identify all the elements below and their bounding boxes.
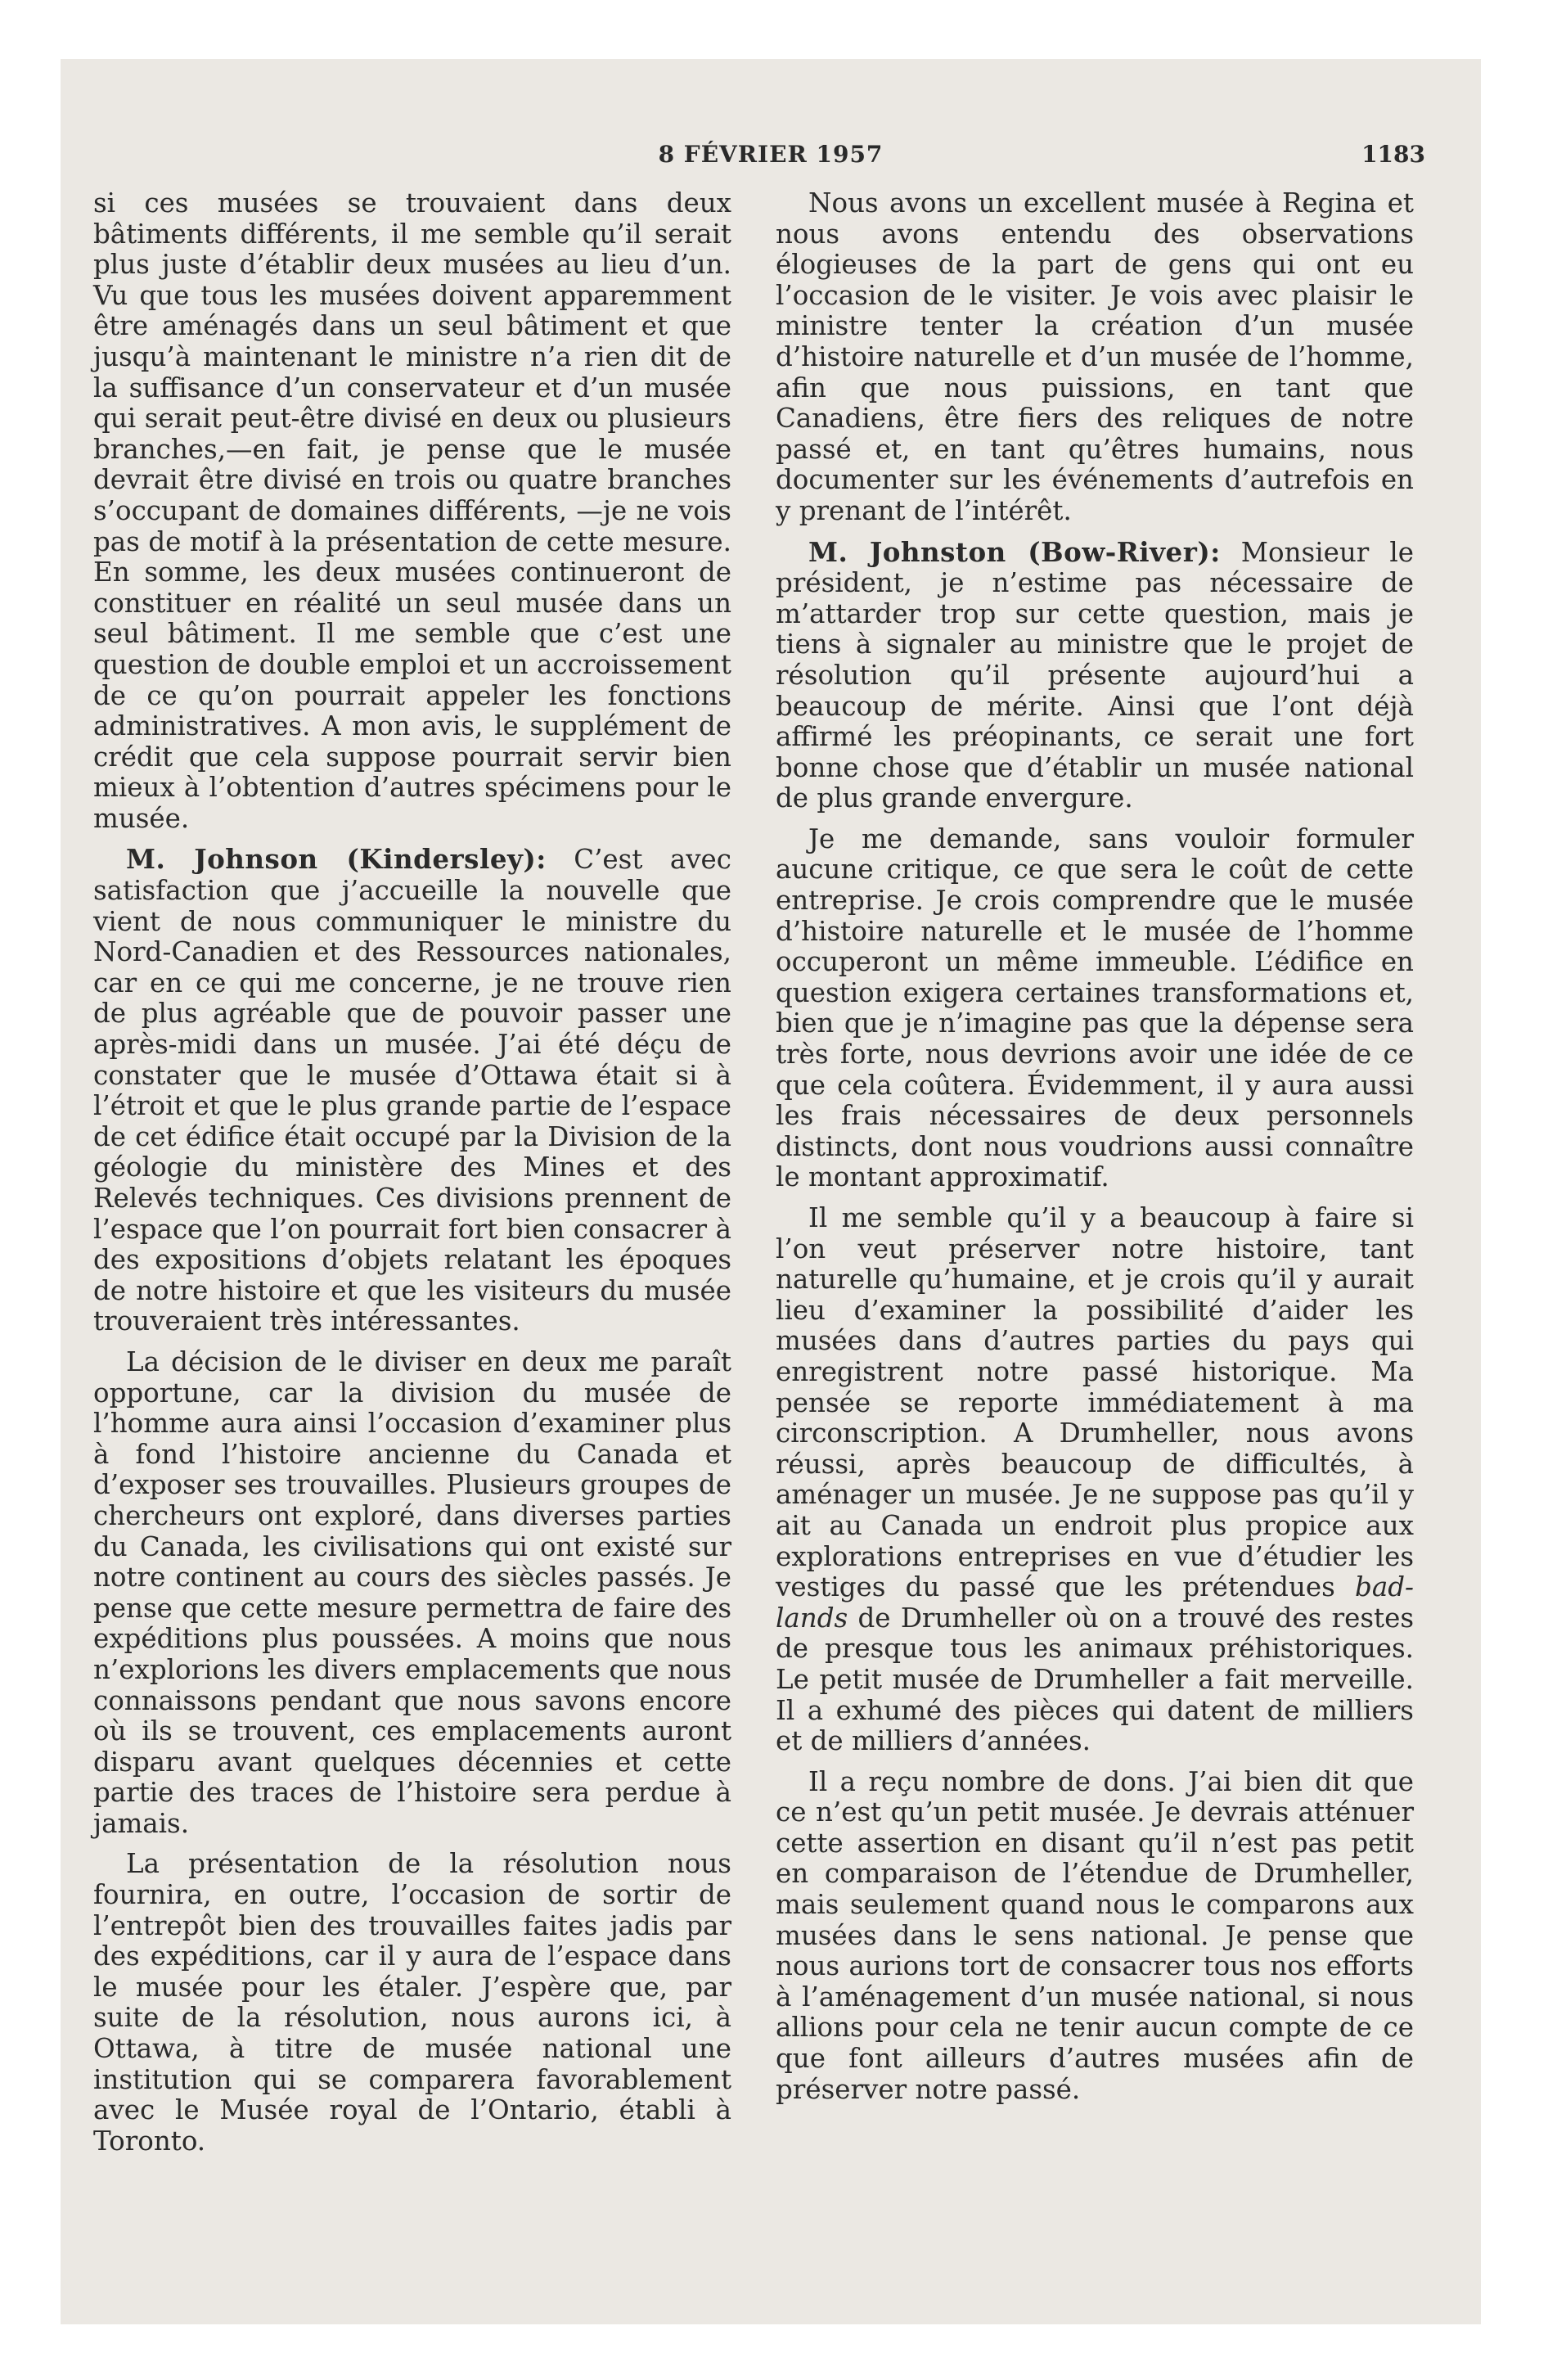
paragraph: [776, 537, 1414, 814]
speaker-name: M. Johnson (Kindersley):: [126, 843, 547, 876]
paragraph: [776, 1203, 1414, 1757]
page-header: [61, 141, 1481, 190]
paragraph-text: de Drumheller où on a trouvé des restes de presque tous les animaux préhistoriques. Le petit musée de Drumheller a fait merveille. Il a exhumé des pièces qui datent de milliers et de milliers d’années.: [776, 1602, 1414, 1757]
page-number: 1183: [1361, 141, 1425, 168]
scanned-page: [61, 59, 1481, 2324]
paragraph: si ces musées se trouvaient dans deux bâtiments différents, il me semble qu’il serait plus juste d’établir deux musées au lieu d’un. Vu que tous les musées doivent apparemment être aménagés dans un seul bâtiment et que jusqu’à maintenant le ministre n’a rien dit de la suffisance d’un conservateur et d’un musée qui serait peut-être divisé en deux ou plusieurs branches,—en fait, je pense que le musée devrait être divisé en trois ou quatre branches s’occupant de domaines différents, —je ne vois pas de motif à la présentation de cette mesure. En somme, les deux musées continueront de constituer en réalité un seul musée dans un seul bâtiment. Il me semble que c’est une question de double emploi et un accroissement de ce qu’on pourrait appeler les fonctions administratives. A mon avis, le supplément de crédit que cela suppose pourrait servir bien mieux à l’obtention d’autres spécimens pour le musée.: [93, 187, 731, 834]
paragraph: La décision de le diviser en deux me paraît opportune, car la division du musée de l’homme aura ainsi l’occasion d’examiner plus à fond l’histoire ancienne du Canada et d’exposer ses trouvailles. Plusieurs groupes de chercheurs ont exploré, dans diverses parties du Canada, les civilisations qui ont existé sur notre continent au cours des siècles passés. Je pense que cette mesure permettra de faire des expéditions plus poussées. A moins que nous n’explorions les divers emplacements que nous connaissons pendant que nous savons encore où ils se trouvent, ces emplacements auront disparu avant quelques décennies et cette partie des traces de l’histoire sera perdue à jamais.: [93, 1346, 731, 1839]
paragraph: [93, 844, 731, 1337]
paragraph: Nous avons un excellent musée à Regina et nous avons entendu des observations élogieuses de la part de gens qui ont eu l’occasion de le visiter. Je vois avec plaisir le ministre tenter la création d’un musée d’histoire naturelle et d’un musée de l’homme, afin que nous puissions, en tant que Canadiens, être fiers des reliques de notre passé et, en tant qu’êtres humains, nous documenter sur les événements d’autrefois en y prenant de l’intérêt.: [776, 187, 1414, 526]
paragraph: Je me demande, sans vouloir formuler aucune critique, ce que sera le coût de cette entreprise. Je crois comprendre que le musée d’histoire naturelle et le musée de l’homme occuperont un même immeuble. L’édifice en question exigera certaines transformations et, bien que je n’imagine pas que la dépense sera très forte, nous devrions avoir une idée de ce que cela coûtera. Évidemment, il y aura aussi les frais nécessaires de deux personnels distincts, dont nous voudrions aussi connaître le montant approximatif.: [776, 823, 1414, 1193]
header-date: 8 FÉVRIER 1957: [658, 141, 884, 168]
speaker-name: M. Johnston (Bow-River):: [808, 535, 1221, 568]
paragraph: Il a reçu nombre de dons. J’ai bien dit que ce n’est qu’un petit musée. Je devrais atténuer cette assertion en disant qu’il n’est pas petit en comparaison de l’étendue de Drumheller, mais seulement quand nous le comparons aux musées dans le sens national. Je pense que nous aurions tort de consacrer tous nos efforts à l’aménagement d’un musée national, si nous allions pour cela ne tenir aucun compte de ce que font ailleurs d’autres musées afin de préserver notre passé.: [776, 1765, 1414, 2105]
paragraph-text: C’est avec satisfaction que j’accueille la nouvelle que vient de nous communiquer le ministre du Nord-Canadien et des Ressources nationales, car en ce qui me concerne, je ne trouve rien de plus agréable que de pouvoir passer une après-midi dans un musée. J’ai été déçu de constater que le musée d’Ottawa était si à l’étroit et que le plus grande partie de l’espace de cet édifice était occupé par la Division de la géologie du ministère des Mines et des Relevés techniques. Ces divisions prennent de l’espace que l’on pourrait fort bien consacrer à des expositions d’objets relatant les époques de notre histoire et que les visiteurs du musée trouveraient très intéressantes.: [93, 844, 731, 1337]
paragraph-text: Monsieur le président, je n’estime pas nécessaire de m’attarder trop sur cette question, mais je tiens à signaler au ministre que le projet de résolution qu’il présente aujourd’hui a beaucoup de mérite. Ainsi que l’ont déjà affirmé les préopinants, ce serait une fort bonne chose que d’établir un musée national de plus grande envergure.: [776, 536, 1414, 814]
italic-term: bad-lands: [776, 1571, 1414, 1634]
paragraph-text: Il me semble qu’il y a beaucoup à faire si l’on veut préserver notre histoire, tant naturelle qu’humaine, et je crois qu’il y aurait lieu d’examiner la possibilité d’aider les musées dans d’autres parties du pays qui enregistrent notre passé historique. Ma pensée se reporte immédiatement à ma circonscription. A Drumheller, nous avons réussi, après beaucoup de difficultés, à aménager un musée. Je ne suppose pas qu’il y ait au Canada un endroit plus propice aux explorations entreprises en vue d’étudier les vestiges du passé que les prétendues: [776, 1202, 1414, 1603]
left-column: [93, 188, 731, 2166]
paragraph: La présentation de la résolution nous fournira, en outre, l’occasion de sortir de l’entrepôt bien des trouvailles faites jadis par des expéditions, car il y aura de l’espace dans le musée pour les étaler. J’espère que, par suite de la résolution, nous aurons ici, à Ottawa, à titre de musée national une institution qui se comparera favorablement avec le Musée royal de l’Ontario, établi à Toronto.: [93, 1848, 731, 2157]
right-column: [776, 188, 1414, 2115]
